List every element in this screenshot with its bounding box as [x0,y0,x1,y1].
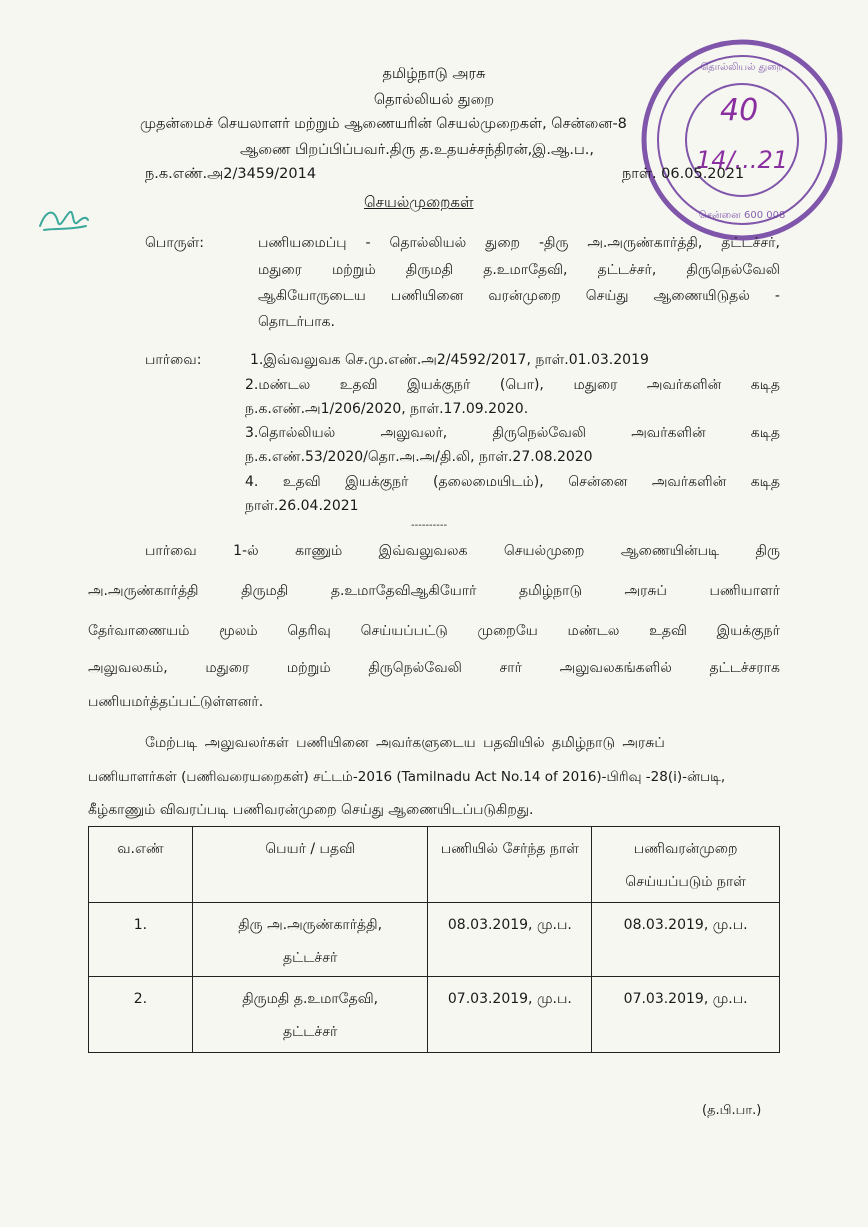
header-name-post: பெயர் / பதவி [192,827,428,903]
paragraph-1-line-3: தேர்வாணையம் மூலம் தெரிவு செய்யப்பட்டு முறையே மண்டல உதவி இயக்குநர் [88,623,780,639]
reference-number: ந.க.எண்.அ2/3459/2014 [145,166,317,182]
subject-line-1: பணியமைப்பு - தொல்லியல் துறை -திரு அ.அருண்கார்த்தி, தட்டச்சர், [258,235,780,251]
row-joining-date: 08.03.2019, மு.ப. [428,903,592,977]
references-label: பார்வை: [145,352,202,368]
paragraph-1-line-5: பணியமர்த்தப்பட்டுள்ளனர். [88,694,264,710]
row-name-post: திரு அ.அருண்கார்த்தி, தட்டச்சர் [192,903,428,977]
paragraph-2-line-2: பணியாளர்கள் (பணிவரையறைகள்) சட்டம்-2016 (Tamilnadu Act No.14 of 2016)-பிரிவு -28(i)-ன்படி, [88,769,726,785]
reference-2-line-2: ந.க.எண்.அ1/206/2020, நாள்.17.09.2020. [245,401,529,417]
paragraph-1-line-2: அ.அருண்கார்த்தி திருமதி த.உமாதேவிஆகியோர் தமிழ்நாடு அரசுப் பணியாளர் [88,583,780,599]
table-header-row [89,827,780,903]
paragraph-1-line-1: பார்வை 1-ல் காணும் இவ்வலுவலக செயல்முறை ஆணையின்படி திரு [145,543,780,559]
row-joining-date: 07.03.2019, மு.ப. [428,977,592,1053]
row-regularisation-date: 08.03.2019, மு.ப. [592,903,780,977]
reference-1: 1.இவ்வலுவக செ.மு.எண்.அ2/4592/2017, நாள்.01.03.2019 [250,352,649,368]
page-title: செயல்முறைகள் [364,193,474,211]
seal-text-top: தொல்லியல் துறை [700,62,784,73]
office-seal-stamp [592,28,868,258]
table-row [89,977,780,1053]
page-continued-note: (த.பி.பா.) [702,1103,762,1118]
header-joining-date: பணியில் சேர்ந்த நாள் [428,827,592,903]
header-office: முதன்மைச் செயலாளர் மற்றும் ஆணையரின் செயல்முறைகள், சென்னை-8 [140,116,627,132]
reference-2-line-1: 2.மண்டல உதவி இயக்குநர் (பொ), மதுரை அவர்களின் கடித [245,377,780,393]
header-department: தொல்லியல் துறை [373,92,495,108]
row-name-post: திருமதி த.உமாதேவி, தட்டச்சர் [192,977,428,1053]
subject-label: பொருள்: [145,235,204,251]
header-regularisation-date: பணிவரன்முறை செய்யப்படும் நாள் [592,827,780,903]
reference-3-line-1: 3.தொல்லியல் அலுவலர், திருநெல்வேலி அவர்களின் கடித [245,425,780,441]
subject-line-2: மதுரை மற்றும் திருமதி த.உமாதேவி, தட்டச்சர், திருநெல்வேலி [258,262,780,278]
order-date: நாள். 06.05.2021 [622,166,745,182]
header-government: தமிழ்நாடு அரசு [382,66,486,82]
header-serial: வ.எண் [89,827,193,903]
seal-text-bottom: சென்னை 600 008 [698,210,786,221]
initials-scribble-icon [36,200,92,240]
subject-line-4: தொடர்பாக. [258,314,335,330]
reference-4-line-1: 4. உதவி இயக்குநர் (தலைமையிடம்), சென்னை அவர்களின் கடித [245,474,780,490]
subject-line-3: ஆகியோருடைய பணியினை வரன்முறை செய்து ஆணையிடுதல் - [258,288,780,304]
regularisation-table [88,826,780,1053]
section-divider: ---------- [411,520,448,531]
paragraph-2-line-1: மேற்படி அலுவலர்கள் பணியினை அவர்களுடைய பதவியில் தமிழ்நாடு அரசுப் [145,735,665,751]
reference-4-line-2: நாள்.26.04.2021 [245,498,359,514]
paragraph-2-line-3: கீழ்காணும் விவரப்படி பணிவரன்முறை செய்து ஆணையிடப்படுகிறது. [88,802,534,818]
row-serial: 2. [89,977,193,1053]
seal-handwritten-date: 14/...21 [696,146,789,174]
header-issuer: ஆணை பிறப்பிப்பவர்.திரு த.உதயச்சந்திரன்,இ.ஆ.ப., [240,142,594,158]
table-row [89,903,780,977]
paragraph-1-line-4: அலுவலகம், மதுரை மற்றும் திருநெல்வேலி சார் அலுவலகங்களில் தட்டச்சராக [88,660,780,676]
seal-handwritten-number: 40 [720,93,759,128]
row-regularisation-date: 07.03.2019, மு.ப. [592,977,780,1053]
row-serial: 1. [89,903,193,977]
reference-3-line-2: ந.க.எண்.53/2020/தொ.அ.அ/தி.லி, நாள்.27.08.2020 [245,449,593,465]
